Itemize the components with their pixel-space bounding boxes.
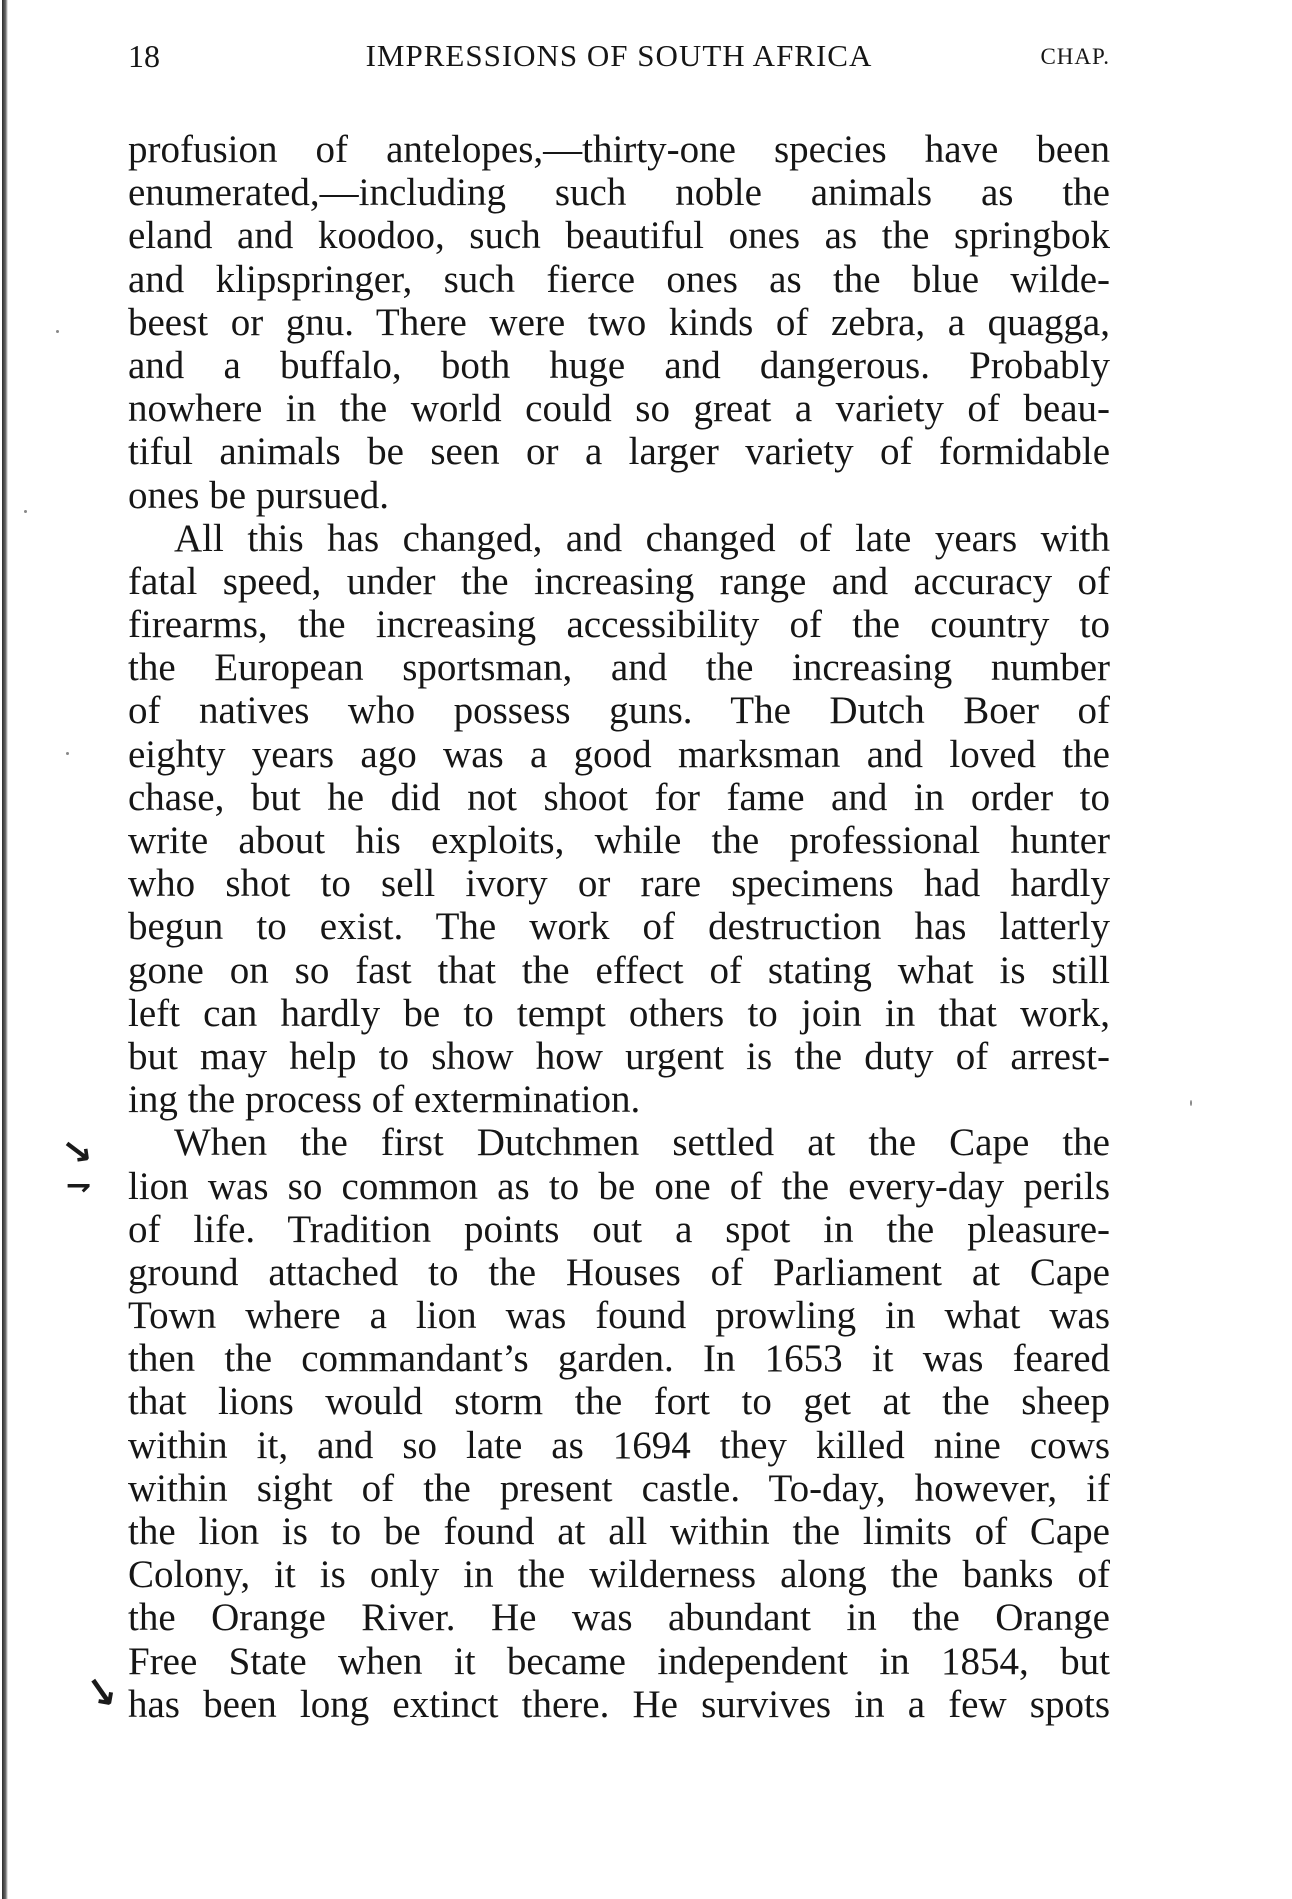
binding-edge: [2, 0, 8, 1899]
page-number: 18: [128, 38, 160, 74]
scan-speck: [56, 330, 59, 333]
text-line: and klipspringer, such fierce ones as the blue wilde-: [128, 257, 1110, 301]
text-line: tiful animals be seen or a larger variety of formidable: [128, 430, 1110, 474]
text-line: within it, and so late as 1694 they killed nine cows: [128, 1423, 1110, 1467]
text-line: who shot to sell ivory or rare specimens had hardly: [128, 862, 1110, 906]
text-line: that lions would storm the fort to get at the sheep: [128, 1380, 1110, 1424]
text-line: Town where a lion was found prowling in what was: [128, 1294, 1110, 1338]
margin-pencil-mark: ↘: [80, 1667, 122, 1719]
text-line: but may help to show how urgent is the duty of arrest-: [128, 1034, 1110, 1078]
text-line: then the commandant’s garden. In 1653 it was feared: [128, 1337, 1110, 1381]
text-line: ground attached to the Houses of Parliament at Cape: [128, 1250, 1110, 1294]
text-line: chase, but he did not shoot for fame and in order to: [128, 775, 1110, 819]
running-title: IMPRESSIONS OF SOUTH AFRICA: [365, 38, 873, 73]
text-line: Free State when it became independent in 1854, but: [128, 1639, 1110, 1683]
text-line: ones be pursued.: [128, 473, 390, 517]
text-line: ing the process of extermination.: [128, 1078, 641, 1122]
text-line: eighty years ago was a good marksman and loved the: [128, 732, 1110, 776]
text-line: profusion of antelopes,—thirty-one species have been: [128, 128, 1110, 171]
text-line: and a buffalo, both huge and dangerous. Probably: [128, 343, 1110, 387]
text-line: the European sportsman, and the increasing number: [128, 646, 1110, 690]
text-line: left can hardly be to tempt others to join in that work,: [128, 991, 1110, 1035]
margin-pencil-mark: ↘: [59, 1130, 95, 1175]
text-line: Colony, it is only in the wilderness along the banks of: [128, 1553, 1110, 1597]
text-line: of life. Tradition points out a spot in the pleasure-: [128, 1207, 1110, 1251]
text-line: has been long extinct there. He survives in a few spots: [128, 1682, 1110, 1726]
text-line: of natives who possess guns. The Dutch Boer of: [128, 689, 1110, 733]
text-line: nowhere in the world could so great a variety of beau-: [128, 387, 1110, 431]
scan-speck: [1190, 1100, 1192, 1106]
running-head: [128, 38, 1110, 88]
text-line: the Orange River. He was abundant in the Orange: [128, 1596, 1110, 1640]
text-line: within sight of the present castle. To-day, however, if: [128, 1466, 1110, 1510]
scan-speck: [66, 752, 69, 755]
text-line: begun to exist. The work of destruction has latterly: [128, 905, 1110, 949]
paragraph-start-line: All this has changed, and changed of late years with: [174, 516, 1110, 560]
text-line: write about his exploits, while the professional hunter: [128, 819, 1110, 862]
text-line: enumerated,—including such noble animals as the: [128, 171, 1110, 215]
scan-speck: [24, 510, 27, 513]
text-line: gone on so fast that the effect of stating what is still: [128, 948, 1110, 992]
margin-pencil-mark: ⇁: [66, 1168, 92, 1203]
chapter-label: CHAP.: [1040, 44, 1110, 69]
text-line: firearms, the increasing accessibility of the country to: [128, 603, 1110, 647]
text-line: lion was so common as to be one of the every-day perils: [128, 1164, 1110, 1208]
text-line: eland and koodoo, such beautiful ones as the springbok: [128, 214, 1110, 258]
paragraph-start-line: When the first Dutchmen settled at the Cape the: [174, 1121, 1110, 1165]
text-line: the lion is to be found at all within the limits of Cape: [128, 1510, 1110, 1553]
text-line: fatal speed, under the increasing range and accuracy of: [128, 559, 1110, 603]
body-text: [128, 128, 1110, 1726]
text-line: beest or gnu. There were two kinds of zebra, a quagga,: [128, 300, 1110, 344]
